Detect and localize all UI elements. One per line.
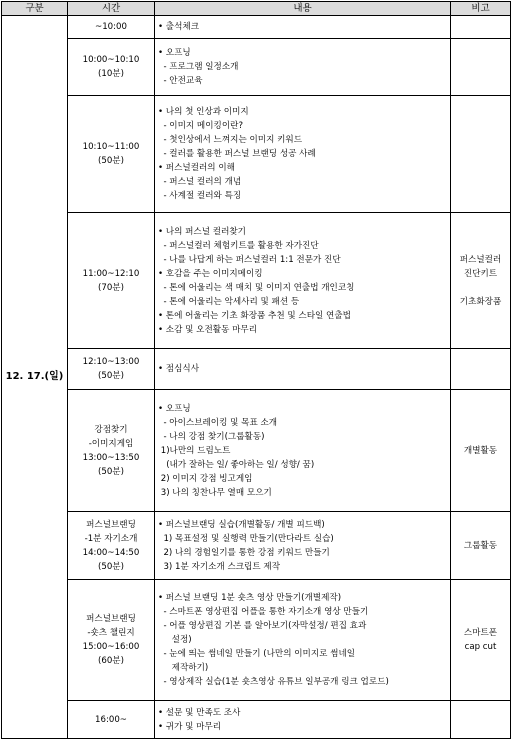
content-line: - 컬러를 활용한 퍼스널 브랜딩 성공 사례: [158, 149, 316, 159]
content-line: • 오프닝: [158, 403, 191, 414]
time-line: 퍼스널브랜딩: [86, 519, 136, 530]
content-line: • 호감을 주는 이미지메이킹: [158, 268, 263, 279]
time-cell: [68, 213, 155, 349]
schedule-row: [2, 349, 511, 390]
time-cell: [68, 349, 155, 390]
time-line: (50분): [98, 156, 124, 166]
note-line: cap cut: [464, 642, 497, 652]
content-cell: [155, 96, 451, 213]
content-line: • 톤에 어울리는 기초 화장품 추천 및 스타일 연출법: [158, 310, 351, 321]
content-cell: [155, 512, 451, 580]
header-category: 구분: [2, 2, 68, 16]
content-line: • 퍼스널 브랜딩 1분 숏츠 영상 만들기(개별제작): [158, 593, 342, 603]
time-cell: [68, 701, 155, 739]
time-line: (50분): [98, 561, 124, 572]
time-line: 퍼스널브랜딩: [86, 614, 136, 624]
time-line: (60분): [98, 656, 124, 666]
time-line: ~10:00: [95, 22, 127, 32]
content-line: 1) 목표설정 및 실행력 만들기(만다라트 실습): [158, 533, 334, 544]
content-line: - 톤에 어울리는 색 매치 및 이미지 연출법 개인코칭: [158, 282, 355, 293]
content-line: 3) 나의 칭찬나무 열매 모으기: [158, 487, 272, 498]
note-cell: [451, 16, 511, 39]
note-line: 그룹활동: [463, 540, 498, 551]
schedule-row: [2, 96, 511, 213]
note-cell: [451, 96, 511, 213]
content-line: - 영상제작 실습(1분 숏츠영상 유튜브 일부공개 링크 업로드): [158, 677, 389, 687]
content-cell: [155, 39, 451, 96]
content-line: • 나의 퍼스널 컬러찾기: [158, 226, 246, 237]
note-cell: [451, 701, 511, 739]
content-line: 제작하기): [158, 663, 209, 673]
content-line: • 퍼스널컬러의 이해: [158, 163, 235, 173]
content-cell: [155, 390, 451, 512]
content-line: - 나를 나답게 하는 퍼스널컬러 1:1 전문가 진단: [158, 254, 341, 265]
content-line: 1)나만의 드림노트: [158, 445, 231, 456]
content-line: - 나의 강점 찾기(그룹활동): [158, 431, 265, 442]
header-content: 내용: [155, 2, 451, 16]
schedule-row: [2, 39, 511, 96]
content-line: (내가 잘하는 일/ 좋아하는 일/ 성향/ 꿈): [158, 459, 315, 470]
time-line: (50분): [98, 371, 124, 381]
content-line: 2) 나의 경험일기를 통한 강점 키워드 만들기: [158, 547, 330, 558]
content-cell: [155, 701, 451, 739]
content-line: • 점심식사: [158, 364, 200, 374]
time-line: (10분): [98, 69, 124, 79]
time-cell: [68, 512, 155, 580]
content-line: - 이미지 메이킹이란?: [158, 121, 244, 131]
note-line: 기초화장품: [459, 296, 502, 307]
time-line: 15:00~16:00: [82, 642, 140, 652]
time-line: 10:00~10:10: [82, 55, 140, 65]
content-line: - 눈에 띄는 썸네일 만들기 (나만의 이미지로 썸네일: [158, 649, 356, 659]
content-line: 설정): [158, 635, 192, 645]
time-line: (70분): [98, 282, 124, 293]
header-time: 시간: [68, 2, 155, 16]
content-cell: [155, 213, 451, 349]
time-line: 16:00~: [95, 714, 127, 725]
time-line: (50분): [98, 466, 124, 477]
schedule-row: [2, 701, 511, 739]
time-line: 강점찾기: [94, 424, 128, 435]
time-cell: [68, 390, 155, 512]
schedule-row: [2, 512, 511, 580]
content-line: 2) 이미지 강점 빙고게임: [158, 473, 253, 484]
time-line: -1분 자기소개: [84, 533, 138, 544]
time-line: 10:10~11:00: [82, 142, 140, 152]
note-cell: [451, 39, 511, 96]
time-line: -숏츠 챌린지: [87, 628, 135, 638]
date-cell: 12. 17.(일): [2, 16, 68, 739]
note-cell: [451, 580, 511, 701]
note-cell: [451, 349, 511, 390]
content-line: - 사계절 컬러와 특징: [158, 191, 242, 201]
content-line: - 어플 영상편집 기본 를 알아보기(자막설정/ 편집 효과: [158, 621, 367, 631]
content-line: 3) 1분 자기소개 스크립트 제작: [158, 561, 280, 572]
content-line: - 톤에 어울리는 악세사리 및 패션 등: [158, 296, 300, 307]
note-line: 스마트폰: [463, 628, 498, 638]
schedule-row: [2, 390, 511, 512]
content-line: • 나의 첫 인상과 이미지: [158, 107, 249, 117]
time-line: 13:00~13:50: [82, 452, 140, 463]
header-row: [2, 2, 511, 16]
note-cell: [451, 512, 511, 580]
time-line: 14:00~14:50: [82, 547, 140, 558]
content-line: • 소감 및 오전활동 마무리: [158, 324, 258, 335]
time-line: 11:00~12:10: [82, 268, 140, 279]
content-line: - 퍼스널 컬러의 개념: [158, 177, 242, 187]
schedule-row: [2, 580, 511, 701]
content-cell: [155, 580, 451, 701]
note-cell: [451, 213, 511, 349]
note-cell: [451, 390, 511, 512]
note-line: 진단키트: [463, 268, 498, 279]
time-cell: [68, 96, 155, 213]
content-line: • 퍼스널브랜딩 실습(개별활동/ 개별 피드백): [158, 519, 325, 530]
schedule-row: [2, 213, 511, 349]
content-line: - 스마트폰 영상편집 어플을 통한 자기소개 영상 만들기: [158, 607, 369, 617]
content-line: - 아이스브레이킹 및 목표 소개: [158, 417, 278, 428]
content-line: • 귀가 및 마무리: [158, 721, 222, 732]
schedule-body: [2, 16, 511, 739]
content-cell: [155, 349, 451, 390]
schedule-table: [1, 1, 511, 739]
schedule-row: [2, 16, 511, 39]
content-line: - 퍼스널컬러 체험키트를 활용한 자가진단: [158, 240, 319, 251]
header-note: 비고: [451, 2, 511, 16]
content-line: • 설문 및 만족도 조사: [158, 707, 241, 718]
content-line: - 프로그램 일정소개: [158, 62, 239, 72]
note-line: [451, 281, 510, 295]
note-line: 퍼스널컬러: [459, 254, 502, 265]
time-cell: [68, 580, 155, 701]
time-line: 12:10~13:00: [82, 357, 140, 367]
content-cell: [155, 16, 451, 39]
time-line: -이미지게임: [88, 438, 134, 449]
content-line: • 출석체크: [158, 22, 200, 32]
content-line: - 안전교육: [158, 76, 203, 86]
time-cell: [68, 16, 155, 39]
content-line: • 오프닝: [158, 48, 191, 58]
time-cell: [68, 39, 155, 96]
note-line: 개별활동: [463, 445, 498, 456]
content-line: - 첫인상에서 느껴지는 이미지 키워드: [158, 135, 303, 145]
